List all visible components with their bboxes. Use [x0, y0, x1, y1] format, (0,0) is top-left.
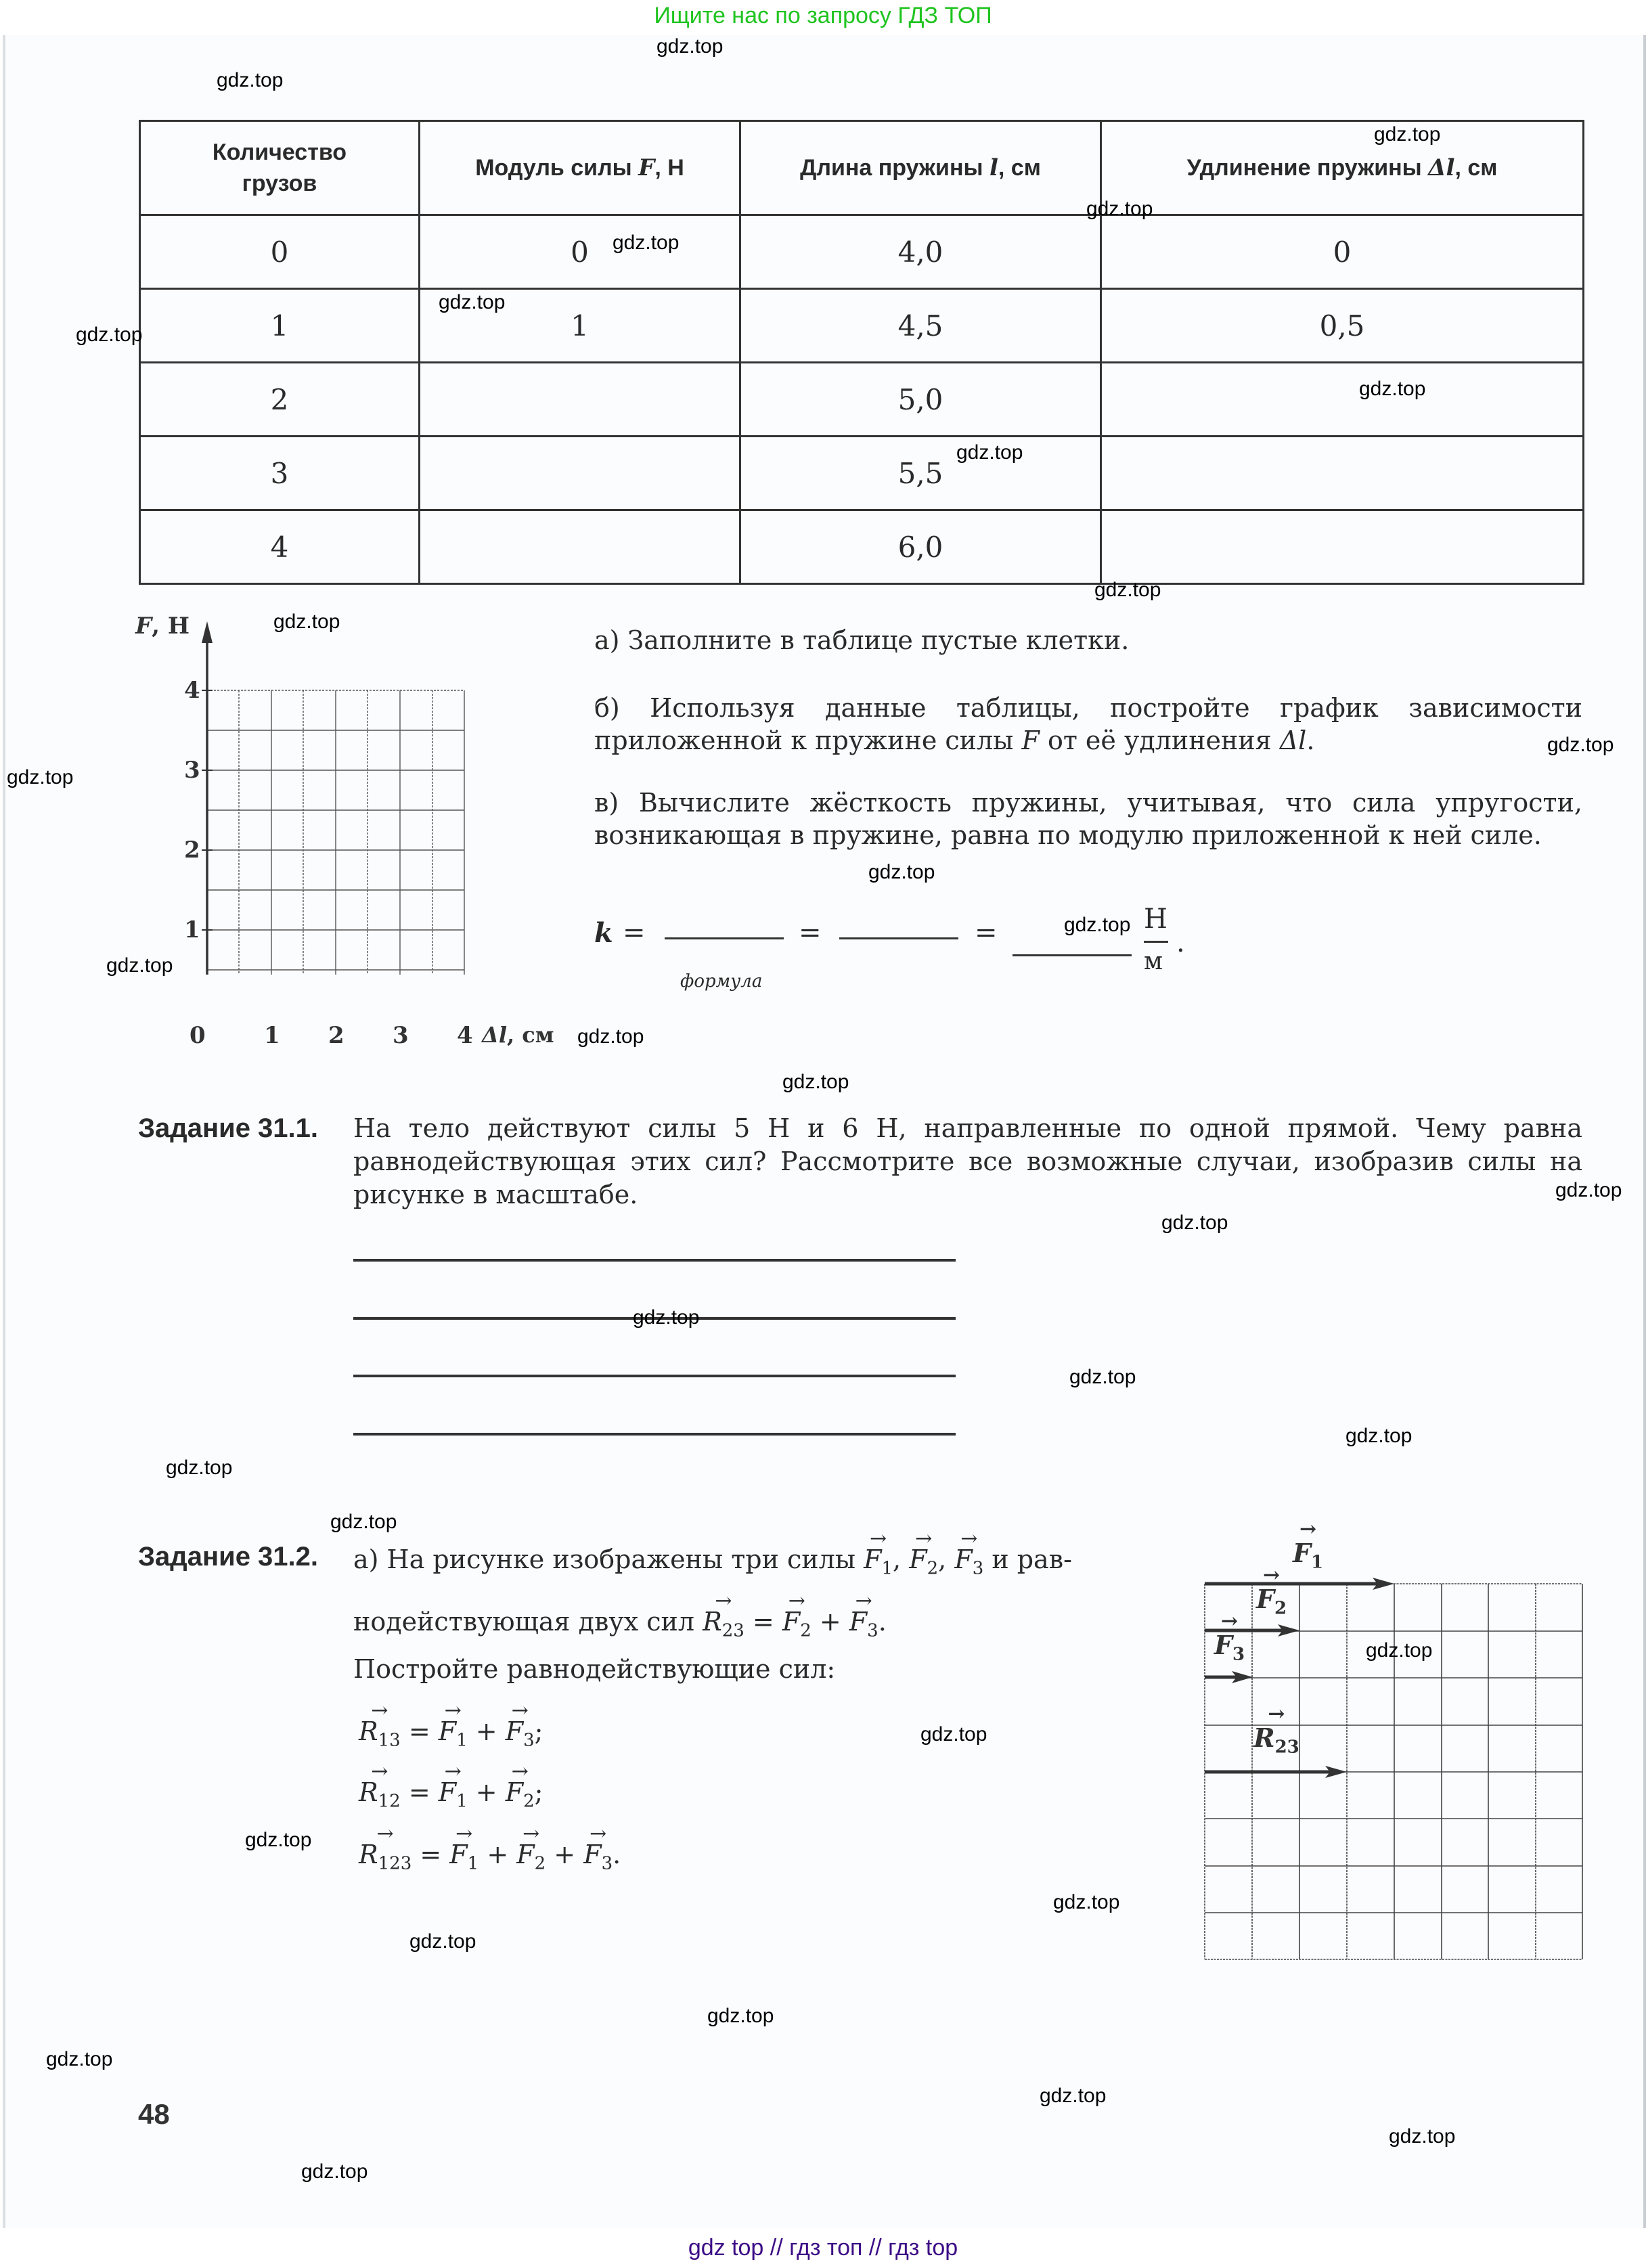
y-tick-1: 1 [184, 916, 200, 943]
header-extension: Удлинение пружины Δl, см [1101, 121, 1584, 215]
table-row [140, 437, 1584, 510]
watermark: gdz.top [106, 954, 173, 977]
watermark: gdz.top [633, 1306, 700, 1329]
substitution-answer-blank[interactable] [839, 937, 958, 939]
table-row [140, 289, 1584, 363]
answer-line-1[interactable] [353, 1259, 956, 1262]
cell-extension[interactable] [1101, 363, 1584, 437]
cell-count: 0 [140, 215, 420, 289]
watermark: gdz.top [920, 1723, 987, 1746]
answer-line-4[interactable] [353, 1433, 956, 1436]
unit-fraction-bar [1144, 941, 1168, 943]
cell-extension[interactable] [1101, 510, 1584, 584]
watermark: gdz.top [1359, 378, 1426, 400]
header-length: Длина пружины l, см [740, 121, 1101, 215]
vector-grid-icon [1191, 1530, 1597, 1963]
task-31-2-line1: а) На рисунке изображены три силы → $F_1$, → $F_2$, → $F_3$ и рав- [353, 1540, 1165, 1588]
cell-length: 5,0 [740, 363, 1101, 437]
task-b-text: б) Используя данные таблицы, постройте график зависимости приложенной к пружине силы F от её удлинения Δl. [594, 693, 1582, 755]
origin-label: 0 [190, 1022, 206, 1049]
vector-F1: → $F_1$ [864, 1540, 893, 1588]
watermark: gdz.top [245, 1829, 312, 1851]
cell-force[interactable] [420, 510, 740, 584]
unit-numerator: Н [1144, 904, 1167, 935]
watermark: gdz.top [657, 35, 724, 58]
formula-eq-2: = [799, 917, 822, 948]
table-header-row [140, 121, 1584, 215]
task-31-2-line3: Постройте равнодействующие сил: [353, 1654, 836, 1684]
watermark: gdz.top [1374, 123, 1441, 146]
watermark: gdz.top [217, 69, 284, 91]
equation-R13: → $R_{13}$ = → $F_1$ + → $F_3$; [359, 1712, 968, 1760]
x-tick-4: 4 [457, 1022, 473, 1049]
watermark: gdz.top [1064, 914, 1131, 936]
page-number: 48 [138, 2098, 170, 2130]
label-R23: → $R_{23}$ [1253, 1722, 1299, 1758]
label-F3: → $F_3$ [1214, 1630, 1245, 1665]
watermark: gdz.top [1069, 1366, 1136, 1388]
watermark: gdz.top [409, 1930, 476, 1953]
label-F2: → $F_2$ [1256, 1584, 1287, 1619]
formula-period: . [1176, 927, 1185, 958]
cell-count: 1 [140, 289, 420, 363]
x-axis-label: Δl, см [482, 1022, 554, 1048]
watermark: gdz.top [1389, 2125, 1456, 2148]
formula-eq-1: = [623, 917, 646, 948]
y-tick-2: 2 [184, 837, 200, 864]
task-31-2-label: Задание 31.2. [138, 1542, 319, 1572]
table-row [140, 510, 1584, 584]
formula-answer-blank[interactable] [665, 937, 784, 939]
table-row [140, 215, 1584, 289]
cell-force[interactable] [420, 437, 740, 510]
watermark: gdz.top [1555, 1179, 1622, 1201]
cell-count: 4 [140, 510, 420, 584]
watermark: gdz.top [1547, 734, 1614, 756]
cell-count: 3 [140, 437, 420, 510]
watermark: gdz.top [613, 231, 680, 254]
formula-caption: формула [680, 971, 763, 992]
bottom-banner: gdz top // гдз топ // гдз top [0, 2228, 1646, 2268]
watermark: gdz.top [1366, 1639, 1433, 1662]
equation-R123: → $R_{123}$ = → $F_1$ + → $F_2$ + → $F_3$. [359, 1836, 968, 1883]
result-answer-blank[interactable] [1013, 954, 1132, 956]
watermark: gdz.top [76, 324, 143, 346]
cell-count: 2 [140, 363, 420, 437]
x-tick-3: 3 [393, 1022, 409, 1049]
watermark: gdz.top [7, 766, 74, 788]
answer-line-3[interactable] [353, 1375, 956, 1377]
vector-F3: → $F_3$ [954, 1540, 983, 1588]
cell-force[interactable]: 1 [420, 289, 740, 363]
y-tick-3: 3 [184, 757, 200, 784]
x-tick-1: 1 [264, 1022, 280, 1049]
task-v-text: в) Вычислите жёсткость пружины, учитывая, что сила упругости, возникающая в пружине, равна по модулю приложенной к ней силе. [594, 788, 1582, 850]
watermark: gdz.top [707, 2005, 774, 2027]
watermark: gdz.top [1053, 1891, 1120, 1913]
watermark: gdz.top [1345, 1425, 1413, 1447]
watermark: gdz.top [273, 610, 340, 633]
unit-denominator: м [1144, 948, 1163, 975]
watermark: gdz.top [439, 291, 506, 313]
watermark: gdz.top [868, 861, 935, 883]
header-weights-count: Количество грузов [140, 121, 420, 215]
watermark: gdz.top [166, 1457, 233, 1479]
task-31-1-text: На тело действуют силы 5 Н и 6 Н, направленные по одной прямой. Чему равна равнодействующая этих сил? Рассмотрите все возможные случаи, изобразив силы на рисунке в масштабе. [353, 1113, 1582, 1209]
task-31-2-line2: нодействующая двух сил → $R_{23}$ = → $F_2$ + → $F_3$. [353, 1603, 1165, 1650]
x-tick-2: 2 [328, 1022, 344, 1049]
cell-extension[interactable]: 0,5 [1101, 289, 1584, 363]
cell-extension[interactable]: 0 [1101, 215, 1584, 289]
watermark: gdz.top [46, 2048, 113, 2070]
vector-F2: → $F_2$ [909, 1540, 938, 1588]
label-F1: → $F_1$ [1293, 1538, 1323, 1573]
equation-R12: → $R_{12}$ = → $F_1$ + → $F_2$; [359, 1773, 968, 1821]
spring-data-table [139, 120, 1584, 585]
task-a-text: а) Заполните в таблице пустые клетки. [594, 625, 1130, 655]
formula-k: k [594, 917, 613, 949]
y-axis-label: F, Н [135, 613, 190, 640]
top-banner: Ищите нас по запросу ГДЗ ТОП [654, 3, 992, 28]
cell-force[interactable] [420, 363, 740, 437]
watermark: gdz.top [1094, 579, 1161, 601]
cell-length: 6,0 [740, 510, 1101, 584]
vector-diagram[interactable] [1191, 1530, 1597, 1963]
watermark: gdz.top [782, 1071, 849, 1093]
watermark: gdz.top [330, 1511, 397, 1533]
cell-extension[interactable] [1101, 437, 1584, 510]
y-tick-4: 4 [184, 677, 200, 704]
header-force: Модуль силы F, Н [420, 121, 740, 215]
task-31-1-label: Задание 31.1. [138, 1113, 319, 1143]
cell-length: 4,5 [740, 289, 1101, 363]
watermark: gdz.top [1161, 1211, 1228, 1234]
cell-length: 4,0 [740, 215, 1101, 289]
watermark: gdz.top [301, 2160, 368, 2183]
cell-length: 5,5 [740, 437, 1101, 510]
watermark: gdz.top [956, 441, 1023, 464]
formula-eq-3: = [975, 917, 998, 948]
watermark: gdz.top [1040, 2085, 1107, 2107]
watermark: gdz.top [577, 1025, 644, 1048]
watermark: gdz.top [1086, 198, 1153, 220]
cell-force[interactable]: 0 [420, 215, 740, 289]
